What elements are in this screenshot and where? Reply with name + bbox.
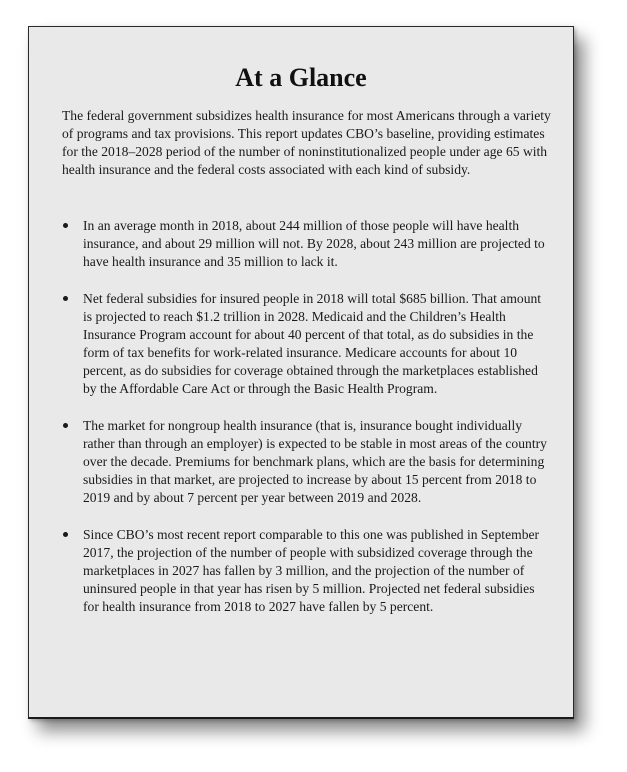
- bullet-text: Net federal subsidies for insured people in 2018 will total $685 billion. That amount is projected to reach $1.2 trillion in 2028. Medicaid and the Children’s Health Insurance Program account for about 40 percent of that total, as do subsidies in the form of tax benefits for work-related insurance. Medicare accounts for about 10 percent, as do subsidies for coverage obtained through the marketplaces established by the Affordable Care Act or through the Basic Health Program.: [83, 291, 542, 396]
- bullet-text: In an average month in 2018, about 244 million of those people will have health insurance, and about 29 million will not. By 2028, about 243 million are projected to have health insurance and 35 million to lack it.: [83, 218, 545, 269]
- intro-paragraph: The federal government subsidizes health insurance for most Americans through a variety of programs and tax provisions. This report updates CBO’s baseline, providing estimates for the 2018–2028 period of the number of noninstitutionalized people under age 65 with health insurance and the federal costs associated with each kind of subsidy.: [62, 108, 551, 177]
- document-frame: [28, 26, 574, 720]
- bullet-item: [62, 217, 552, 271]
- bullet-icon: [63, 423, 68, 428]
- bullet-item: [62, 526, 552, 616]
- bullet-text: Since CBO’s most recent report comparable to this one was published in September 2017, the projection of the number of people with subsidized coverage through the marketplaces in 2027 has fallen by 3 million, and the projection of the number of uninsured people in that year has risen by 5 million. Projected net federal subsidies for health insurance from 2018 to 2027 have fallen by 5 percent.: [83, 527, 540, 614]
- bullet-icon: [63, 296, 68, 301]
- at-a-glance-panel: [28, 26, 574, 719]
- bullet-text: The market for nongroup health insurance (that is, insurance bought individually rather than through an employer) is expected to be stable in most areas of the country over the decade. Premiums for benchmark plans, which are the basis for determining subsidies in that market, are projected to increase by about 15 percent from 2018 to 2019 and by about 7 percent per year between 2019 and 2028.: [83, 418, 547, 505]
- bullet-icon: [63, 223, 68, 228]
- bullet-icon: [63, 532, 68, 537]
- bullet-item: [62, 417, 552, 507]
- bullet-item: [62, 290, 552, 398]
- page-title: At a Glance: [235, 63, 367, 92]
- bullet-list: [62, 217, 552, 635]
